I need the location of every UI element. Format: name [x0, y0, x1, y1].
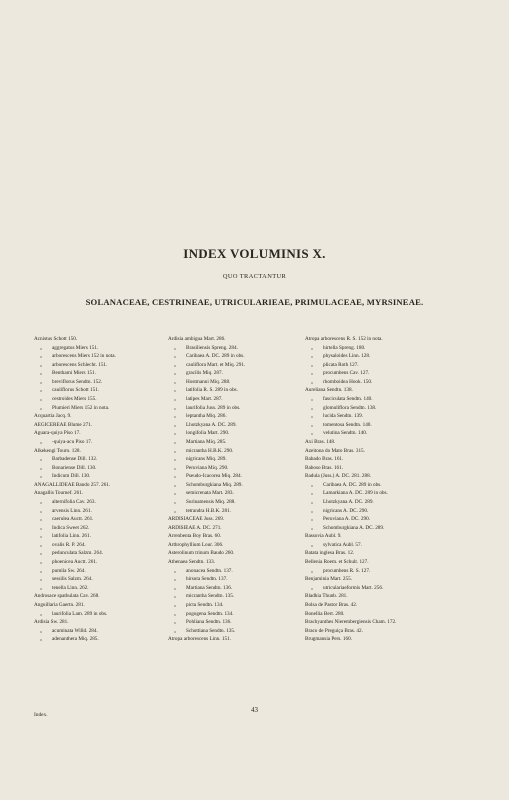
ditto-mark: „ [174, 447, 177, 454]
entry-text: acuminata Willd. 284. [52, 627, 98, 634]
index-entry [34, 369, 176, 378]
entry-text: cestroides Miers 155. [52, 396, 97, 403]
ditto-mark: „ [174, 413, 177, 420]
index-subtitle: QUO TRACTANTUR [222, 273, 287, 280]
index-entry [34, 361, 176, 370]
index-title: INDEX VOLUMINIS X. [183, 246, 326, 261]
ditto-mark: „ [174, 584, 177, 591]
index-entry [305, 618, 447, 627]
index-entry [168, 386, 310, 395]
entry-text: Bellenia Roem. et Schult. 127. [305, 559, 369, 566]
entry-text: hirtella Spreng. 180. [323, 344, 366, 351]
entry-text: ARDISIEAE A. DC. 271. [168, 524, 222, 531]
index-entry [305, 464, 447, 473]
entry-text: longifolia Mart. 290. [186, 430, 230, 437]
index-entry [34, 386, 176, 395]
index-entry [168, 361, 310, 370]
index-entry [34, 378, 176, 387]
entry-text: sessilis Salzm. 264. [52, 576, 93, 583]
index-entry [305, 344, 447, 353]
ditto-mark: „ [311, 507, 314, 514]
entry-text: cauliflora Mart. et Miq. 291. [186, 361, 246, 368]
entry-text: Acnistus Schott 150. [34, 336, 78, 342]
entry-text: physaloides Linn. 128. [323, 353, 371, 360]
entry-text: Androsace spathulata Cav. 268. [34, 593, 100, 600]
entry-text: gracilis Miq. 287. [186, 370, 223, 377]
entry-text: Brachyanthes Nierembergiensis Cham. 172. [305, 619, 397, 626]
index-entry [305, 498, 447, 507]
ditto-mark: „ [40, 456, 43, 463]
entry-text: Atropa arborescens R. S. 152 in nota. [305, 336, 383, 342]
entry-text: leptantha Miq. 286. [186, 413, 227, 420]
index-entry [168, 429, 310, 438]
entry-text: micrantha Sendtn. 135. [186, 593, 235, 600]
index-entry [168, 498, 310, 507]
entry-text: Schottiana Sendtn. 135. [186, 627, 236, 634]
ditto-mark: „ [40, 344, 43, 351]
index-entry [34, 498, 176, 507]
entry-text: Bolsa de Pastor Bras. 42. [305, 601, 358, 608]
ditto-mark: „ [40, 378, 43, 385]
entry-text: Batata inglesa Bras. 12. [305, 550, 355, 557]
entry-text: pedunculata Salzm. 264. [52, 550, 103, 557]
index-entry [34, 515, 176, 524]
entry-text: Brasiliensis Spreng. 284. [186, 344, 238, 351]
ditto-mark: „ [311, 361, 314, 368]
entry-text: velutina Sendtn. 140. [323, 430, 368, 437]
entry-text: Alkekengi Tourn. 128. [34, 447, 81, 454]
entry-text: Ardisia Sw. 281. [34, 619, 69, 626]
entry-text: Atropa arborescens Linn. 151. [168, 636, 231, 643]
index-entry [305, 532, 447, 541]
entry-text: Caribaea A. DC. 289 in obs. [186, 353, 245, 360]
ditto-mark: „ [174, 601, 177, 608]
index-entry [305, 515, 447, 524]
index-entry [305, 378, 447, 387]
index-entry [168, 558, 310, 567]
entry-text: Indicum Dill. 130. [52, 473, 91, 480]
ditto-mark: „ [174, 619, 177, 626]
entry-text: Indica Sweet 262. [52, 524, 90, 531]
ditto-mark: „ [40, 396, 43, 403]
index-column-1 [34, 335, 176, 644]
ditto-mark: „ [174, 490, 177, 497]
entry-text: Pohliana Sendtn. 136. [186, 619, 232, 626]
index-entry [305, 601, 447, 610]
entry-text: breviflorus Sendtn. 152. [52, 378, 103, 385]
index-entry [34, 404, 176, 413]
entry-text: lucida Sendtn. 139. [323, 413, 364, 420]
entry-text: Arthrophyllium Lour. 306. [168, 541, 224, 548]
ditto-mark: „ [40, 438, 43, 445]
entry-text: laurifolia Juss. 289 in obs. [186, 404, 241, 411]
index-entry [305, 481, 447, 490]
entry-text: Arrenbenta Boy Bras. 60. [168, 533, 222, 540]
ditto-mark: „ [174, 473, 177, 480]
entry-text: rhomboidea Hook. 150. [323, 378, 373, 385]
entry-text: cauliflorus Schott 151. [52, 387, 100, 394]
ditto-mark: „ [311, 490, 314, 497]
ditto-mark: „ [174, 353, 177, 360]
index-entry [305, 524, 447, 533]
entry-text: latifolia R. S. 289 in obs. [186, 387, 238, 394]
entry-text: arborescens Miers 152 in nota. [52, 353, 116, 360]
index-entry [305, 361, 447, 370]
index-entry [168, 421, 310, 430]
index-entry [34, 455, 176, 464]
ditto-mark: „ [40, 473, 43, 480]
entry-text: ARDISIACEAE Juss. 269. [168, 516, 225, 523]
index-entry [34, 592, 176, 601]
entry-text: adenanthera Miq. 285. [52, 636, 99, 643]
index-entry [168, 455, 310, 464]
entry-text: Pseudo-Icacorea Miq. 284. [186, 473, 242, 480]
ditto-mark: „ [174, 430, 177, 437]
entry-text: -quiya-acu Piso 17. [52, 438, 93, 445]
entry-text: Surinamensis Miq. 288. [186, 498, 236, 505]
ditto-mark: „ [40, 576, 43, 583]
ditto-mark: „ [311, 353, 314, 360]
entry-text: semicrenata Mart. 283. [186, 490, 234, 497]
page-number: 43 [251, 706, 258, 714]
ditto-mark: „ [40, 610, 43, 617]
index-entry [34, 489, 176, 498]
ditto-mark: „ [174, 576, 177, 583]
ditto-mark: „ [174, 507, 177, 514]
index-entry [305, 541, 447, 550]
index-entry [305, 335, 447, 344]
entry-text: Anagallis Tournef. 261. [34, 490, 84, 497]
ditto-mark: „ [174, 396, 177, 403]
index-entry [168, 344, 310, 353]
entry-text: hirsuta Sendtn. 137. [186, 576, 228, 583]
index-entry [34, 429, 176, 438]
index-entry [34, 567, 176, 576]
ditto-mark: „ [40, 516, 43, 523]
entry-text: aggregatus Miers 151. [52, 344, 99, 351]
index-entry [168, 549, 310, 558]
entry-text: glomuliflora Sendtn. 138. [323, 404, 377, 411]
ditto-mark: „ [40, 533, 43, 540]
index-entry [34, 541, 176, 550]
entry-text: Benjaminia Mart. 255. [305, 576, 352, 583]
index-entry [168, 404, 310, 413]
index-entry [168, 472, 310, 481]
entry-text: Brugmansia Pers. 160. [305, 636, 352, 643]
index-entry [168, 532, 310, 541]
ditto-mark: „ [40, 627, 43, 634]
ditto-mark: „ [40, 541, 43, 548]
index-entry [34, 352, 176, 361]
index-entry [34, 601, 176, 610]
entry-text: Lhotzkyana A. DC. 289. [186, 421, 237, 428]
entry-text: Aguara-quiya Piso 17. [34, 430, 81, 437]
index-entry [34, 421, 176, 430]
entry-text: Bassovia Aubl. 9. [305, 533, 342, 540]
index-entry [34, 507, 176, 516]
entry-text: Babado Bras. 161. [305, 456, 344, 463]
index-entry [168, 567, 310, 576]
ditto-mark: „ [311, 481, 314, 488]
ditto-mark: „ [40, 550, 43, 557]
ditto-mark: „ [40, 636, 43, 643]
index-entry [305, 635, 447, 644]
index-entry [34, 464, 176, 473]
ditto-mark: „ [174, 378, 177, 385]
index-entry [305, 386, 447, 395]
entry-text: Plumieri Miers 152 in nota. [52, 404, 110, 411]
entry-text: Hostmanni Miq. 288. [186, 378, 231, 385]
index-entry [305, 404, 447, 413]
entry-text: Martiana Miq. 285. [186, 438, 227, 445]
entry-text: phoenicea Auctt. 261. [52, 559, 98, 566]
entry-text: Martiana Sendtn. 136. [186, 584, 233, 591]
entry-text: pogogena Sendtn. 134. [186, 610, 234, 617]
index-entry [34, 395, 176, 404]
index-entry [34, 575, 176, 584]
entry-text: Schomburgkiana Miq. 289. [186, 481, 243, 488]
entry-text: arvensis Linn. 261. [52, 507, 92, 514]
index-entry [34, 335, 176, 344]
entry-text: ovalis R. P. 264. [52, 541, 86, 548]
index-entry [168, 369, 310, 378]
entry-text: procumbens R. S. 127. [323, 567, 371, 574]
index-entry [305, 412, 447, 421]
ditto-mark: „ [40, 559, 43, 566]
entry-text: Axi Bras. 148. [305, 438, 336, 445]
ditto-mark: „ [174, 456, 177, 463]
index-entry [168, 378, 310, 387]
entry-text: nigricans A. DC. 290. [323, 507, 369, 514]
entry-text: Caribaea A. DC. 289 in obs. [323, 481, 382, 488]
entry-text: Bonellia Bert. 280. [305, 610, 345, 617]
ditto-mark: „ [40, 361, 43, 368]
index-entry [305, 352, 447, 361]
entry-text: latipes Mart. 287. [186, 396, 223, 403]
index-column-3 [305, 335, 447, 644]
index-entry [168, 464, 310, 473]
entry-text: Schomburgkiana A. DC. 289. [323, 524, 385, 531]
ditto-mark: „ [40, 387, 43, 394]
ditto-mark: „ [174, 593, 177, 600]
entry-text: tomentosa Sendtn. 140. [323, 421, 372, 428]
index-entry [305, 447, 447, 456]
ditto-mark: „ [174, 610, 177, 617]
ditto-mark: „ [174, 567, 177, 574]
index-entry [305, 472, 447, 481]
index-entry [34, 447, 176, 456]
index-entry [168, 592, 310, 601]
index-entry [168, 438, 310, 447]
ditto-mark: „ [40, 370, 43, 377]
ditto-mark: „ [174, 361, 177, 368]
entry-text: picta Sendtn. 134. [186, 601, 224, 608]
index-entry [168, 489, 310, 498]
index-entry [168, 575, 310, 584]
index-entry [34, 412, 176, 421]
index-entry [34, 438, 176, 447]
entry-text: Benthami Miers 151. [52, 370, 96, 377]
entry-text: Ardisia ambigua Mart. 286. [168, 336, 226, 342]
index-entry [168, 584, 310, 593]
index-entry [34, 584, 176, 593]
entry-text: Athenaea Sendtn. 133. [168, 559, 215, 566]
index-entry [305, 369, 447, 378]
entry-text: Azeitona do Mato Bras. 315. [305, 447, 365, 454]
index-entry [34, 627, 176, 636]
entry-text: caerulea Auctt. 261. [52, 516, 94, 523]
ditto-mark: „ [174, 498, 177, 505]
families-heading: SOLANACEAE, CESTRINEAE, UTRICULARIEAE, PRIMULACEAE, MYRSINEAE. [85, 297, 424, 307]
entry-text: Asterolinum trinum Baudo 260. [168, 550, 235, 557]
index-entry [168, 515, 310, 524]
ditto-mark: „ [40, 524, 43, 531]
entry-text: Lhotzkyana A. DC. 289. [323, 498, 374, 505]
ditto-mark: „ [174, 404, 177, 411]
ditto-mark: „ [174, 421, 177, 428]
ditto-mark: „ [311, 396, 314, 403]
index-entry [168, 627, 310, 636]
index-entry [305, 438, 447, 447]
entry-text: utriculariaeformis Mart. 256. [323, 584, 384, 591]
index-entry [34, 472, 176, 481]
index-entry [305, 592, 447, 601]
index-entry [168, 352, 310, 361]
entry-text: tenella Linn. 262. [52, 584, 89, 591]
index-column-2 [168, 335, 310, 644]
entry-text: fasciculata Sendtn. 140. [323, 396, 373, 403]
index-entry [305, 610, 447, 619]
ditto-mark: „ [311, 430, 314, 437]
entry-text: Bladhia Thunb. 281. [305, 593, 348, 600]
index-entry [168, 507, 310, 516]
index-entry [34, 344, 176, 353]
index-entry [168, 601, 310, 610]
index-entry [305, 507, 447, 516]
index-entry [305, 395, 447, 404]
index-entry [305, 549, 447, 558]
index-entry [34, 558, 176, 567]
ditto-mark: „ [311, 344, 314, 351]
entry-text: anonacea Sendtn. 137. [186, 567, 233, 574]
entry-text: Peruviana A. DC. 290. [323, 516, 370, 523]
index-entry [305, 627, 447, 636]
ditto-mark: „ [311, 567, 314, 574]
ditto-mark: „ [311, 524, 314, 531]
entry-text: AEGICEREAE Blume 271. [34, 421, 93, 428]
ditto-mark: „ [311, 516, 314, 523]
index-entry [305, 584, 447, 593]
index-entry [168, 635, 310, 644]
index-entry [168, 610, 310, 619]
index-entry [34, 618, 176, 627]
index-entry [168, 447, 310, 456]
ditto-mark: „ [174, 464, 177, 471]
index-entry [34, 481, 176, 490]
ditto-mark: „ [174, 387, 177, 394]
ditto-mark: „ [311, 541, 314, 548]
entry-text: Barbadense Dill. 132. [52, 456, 98, 463]
ditto-mark: „ [311, 404, 314, 411]
ditto-mark: „ [40, 353, 43, 360]
index-entry [34, 524, 176, 533]
entry-text: arborescens Schlecht. 151. [52, 361, 108, 368]
entry-text: sylvatica Aubl. 57. [323, 541, 362, 548]
entry-text: Badula (Juss.) A. DC. 281. 288. [305, 473, 371, 480]
ditto-mark: „ [174, 370, 177, 377]
ditto-mark: „ [311, 378, 314, 385]
index-entry [305, 429, 447, 438]
entry-text: plicata Roth 127. [323, 361, 359, 368]
index-entry [168, 412, 310, 421]
index-entry [34, 610, 176, 619]
entry-text: Aureliana Sendtn. 138. [305, 387, 353, 394]
index-entry [168, 541, 310, 550]
index-entry [305, 455, 447, 464]
ditto-mark: „ [40, 464, 43, 471]
index-entry [305, 567, 447, 576]
ditto-mark: „ [40, 498, 43, 505]
entry-text: tetrandra H.B.K. 281. [186, 507, 231, 514]
entry-text: pumila Sw. 264. [52, 567, 86, 574]
index-entry [305, 421, 447, 430]
entry-text: alternifolia Cav. 263. [52, 498, 96, 505]
entry-text: micrantha H.B.K. 290. [186, 447, 234, 454]
index-entry [168, 481, 310, 490]
entry-text: Acquartia Jacq. 9. [34, 413, 72, 420]
ditto-mark: „ [174, 481, 177, 488]
entry-text: Lamarkiana A. DC. 289 in obs. [323, 490, 388, 497]
index-entry [34, 549, 176, 558]
ditto-mark: „ [311, 498, 314, 505]
index-entry [305, 489, 447, 498]
ditto-mark: „ [311, 584, 314, 591]
ditto-mark: „ [174, 438, 177, 445]
index-entry [168, 618, 310, 627]
entry-text: Bonariense Dill. 130. [52, 464, 97, 471]
entry-text: nigricans Miq. 289. [186, 456, 227, 463]
index-entry [305, 558, 447, 567]
index-entry [168, 524, 310, 533]
entry-text: Braco de Preguiça Bras. 42. [305, 627, 363, 634]
ditto-mark: „ [40, 584, 43, 591]
ditto-mark: „ [40, 404, 43, 411]
entry-text: latifolia Linn. 261. [52, 533, 91, 540]
ditto-mark: „ [311, 421, 314, 428]
ditto-mark: „ [311, 370, 314, 377]
footer-index-label: Index. [34, 712, 48, 718]
ditto-mark: „ [40, 567, 43, 574]
entry-text: Anguillaria Gaertn. 281. [34, 601, 85, 608]
ditto-mark: „ [311, 413, 314, 420]
ditto-mark: „ [40, 507, 43, 514]
entry-text: laurifolia Lam. 289 in obs. [52, 610, 108, 617]
entry-text: Baboso Bras. 161. [305, 464, 344, 471]
index-entry [168, 335, 310, 344]
index-entry [305, 575, 447, 584]
index-entry [168, 395, 310, 404]
ditto-mark: „ [174, 627, 177, 634]
ditto-mark: „ [174, 344, 177, 351]
index-entry [34, 635, 176, 644]
entry-text: ANAGALLIDEAE Bando 257. 261. [34, 481, 111, 488]
index-entry [34, 532, 176, 541]
entry-text: Peruviana Miq. 290. [186, 464, 229, 471]
entry-text: procumbens Cav. 127. [323, 370, 370, 377]
